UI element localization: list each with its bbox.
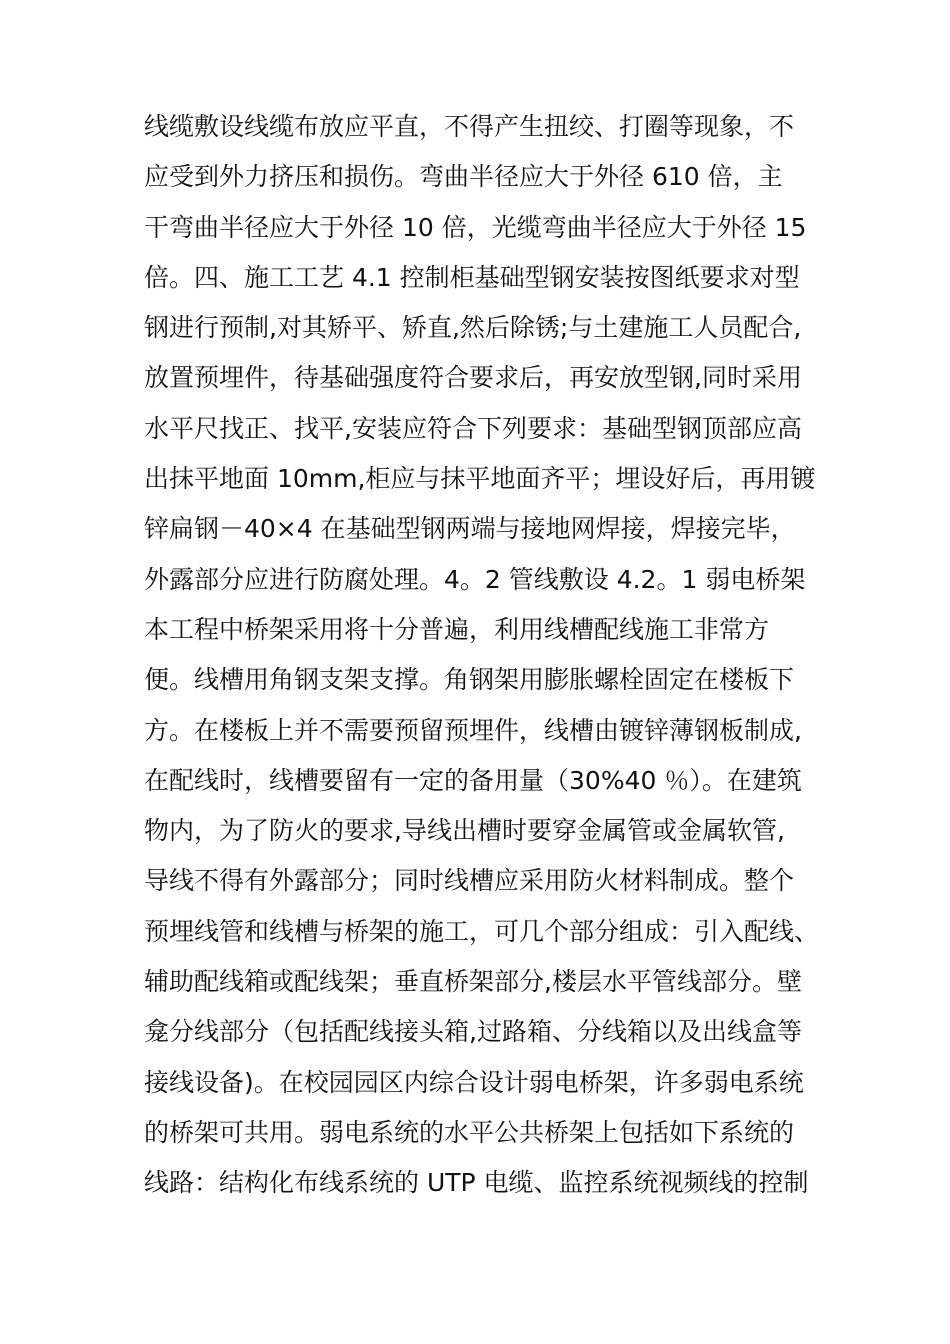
text-line: 出抹平地面 10mm,柜应与抹平地面齐平；埋设好后，再用镀: [144, 464, 816, 494]
text-line: 方。在楼板上并不需要预留预埋件，线槽由镀锌薄钢板制成,: [144, 715, 802, 745]
text-line: 线路：结构化布线系统的 UTP 电缆、监控系统视频线的控制: [144, 1168, 809, 1198]
text-line: 水平尺找正、找平,安装应符合下列要求：基础型钢顶部应高: [144, 413, 802, 443]
text-line: 线缆敷设线缆布放应平直，不得产生扭绞、打圈等现象，不: [144, 112, 795, 141]
text-line: 在配线时，线槽要留有一定的备用量（30%40 ％）。在建筑: [144, 765, 802, 795]
text-line: 物内，为了防火的要求,导线出槽时要穿金属管或金属软管,: [144, 816, 785, 846]
text-line: 便。线槽用角钢支架支撑。角钢架用膨胀螺栓固定在楼板下: [144, 665, 795, 695]
text-line: 的桥架可共用。弱电系统的水平公共桥架上包括如下系统的: [144, 1117, 795, 1147]
text-line: 龛分线部分（包括配线接头箱,过路箱、分线箱以及出线盒等: [144, 1017, 802, 1047]
text-line: 倍。四、施工工艺 4.1 控制柜基础型钢安装按图纸要求对型: [144, 262, 800, 292]
text-line: 放置预埋件，待基础强度符合要求后，再安放型钢,同时采用: [144, 363, 802, 393]
text-line: 预埋线管和线槽与桥架的施工，可几个部分组成：引入配线、: [144, 916, 820, 946]
body-text: [144, 102, 824, 1209]
text-line: 外露部分应进行防腐处理。4。2 管线敷设 4.2。1 弱电桥架: [144, 564, 806, 594]
text-line: 干弯曲半径应大于外径 10 倍，光缆弯曲半径应大于外径 15: [144, 212, 807, 242]
text-line: 钢进行预制,对其矫平、矫直,然后除锈;与土建施工人员配合,: [144, 313, 802, 343]
text-line: 锌扁钢－40×4 在基础型钢两端与接地网焊接，焊接完毕，: [144, 514, 796, 544]
text-line: 接线设备)。在校园园区内综合设计弱电桥架，许多弱电系统: [144, 1067, 804, 1097]
text-line: 导线不得有外露部分；同时线槽应采用防火材料制成。整个: [144, 866, 795, 896]
text-line: 辅助配线箱或配线架；垂直桥架部分,楼层水平管线部分。壁: [144, 967, 802, 997]
text-line: 应受到外力挤压和损伤。弯曲半径应大于外径 610 倍，主: [144, 162, 783, 192]
text-line: 本工程中桥架采用将十分普遍，利用线槽配线施工非常方: [144, 614, 770, 644]
